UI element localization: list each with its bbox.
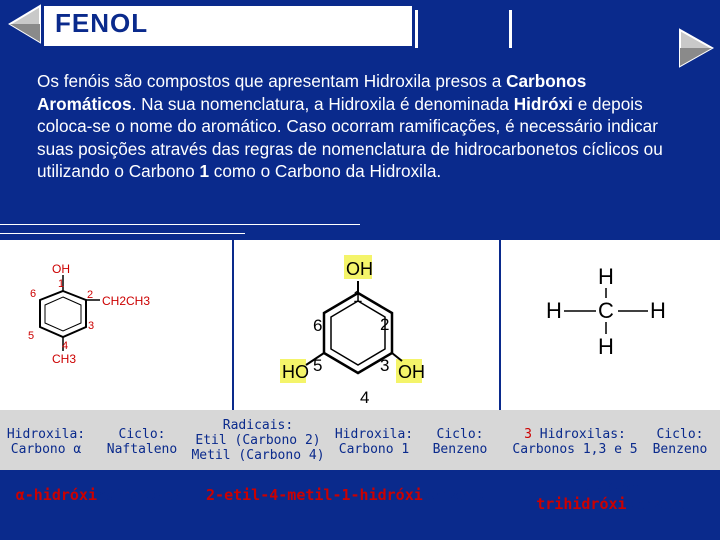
count: 3	[524, 427, 532, 442]
carbon-number: 1	[58, 278, 65, 290]
next-slide-icon[interactable]	[676, 26, 718, 70]
name-part: tri	[536, 495, 564, 513]
carbon-number: 6	[313, 316, 323, 335]
carbon-number: 6	[30, 288, 37, 300]
hydroxyl-label: HO	[282, 362, 309, 382]
panel1-ciclo	[102, 427, 182, 457]
value: Carbono α	[10, 442, 82, 457]
underline	[0, 233, 245, 234]
panel2-radicais	[190, 418, 326, 463]
label: Ciclo:	[656, 427, 704, 442]
intro-bold: Hidróxi	[513, 93, 573, 114]
previous-slide-icon[interactable]	[2, 2, 44, 46]
methyl-label: CH3	[52, 352, 77, 366]
intro-paragraph	[37, 70, 687, 183]
label: Hidroxila:	[334, 427, 414, 442]
value: Metil (Carbono 4)	[191, 448, 325, 463]
hydroxyl-label: OH	[398, 362, 425, 382]
label: Ciclo:	[436, 427, 484, 442]
compound-name	[198, 486, 494, 504]
hydroxyl-label: OH	[346, 259, 373, 279]
divider	[232, 240, 234, 410]
name-part: 2-etil-4-metil-1-hidróxi	[206, 486, 423, 504]
label: Hidroxila:	[6, 427, 86, 442]
intro-bold: 1	[199, 161, 209, 181]
intro-text: . Na sua nomenclatura, a Hidroxila é denominada	[131, 93, 514, 114]
panel2-ciclo	[422, 427, 498, 457]
carbon-number: 3	[88, 320, 95, 332]
name-part: benzeno	[626, 495, 690, 513]
value: Carbonos 1,3 e 5	[512, 442, 638, 457]
name-part	[520, 495, 706, 513]
intro-text: como o Carbono da Hidroxila.	[209, 161, 442, 181]
carbon-number: 1	[353, 287, 363, 306]
label: Ciclo:	[118, 427, 166, 442]
divider	[499, 240, 501, 410]
hydrogen-label: H	[598, 264, 614, 289]
panel2-hidroxila	[332, 427, 416, 457]
carbon-number: 3	[380, 356, 390, 375]
divider-bar	[415, 10, 418, 48]
underline	[0, 224, 360, 225]
ethyl-label: CH2CH3	[102, 294, 151, 308]
label	[506, 427, 644, 442]
panel3-hidroxilas	[506, 427, 644, 457]
name-part: 1,3,5-	[585, 477, 641, 495]
divider-bar	[509, 10, 512, 48]
structure-methane	[540, 262, 680, 362]
carbon-number: 2	[380, 315, 390, 334]
panel3-ciclo	[644, 427, 716, 457]
hydrogen-label: H	[546, 298, 562, 323]
intro-bold: Carbonos Aromáticos	[37, 71, 587, 114]
intro-text: Os fenóis são compostos que apresentam Hidroxila presos a	[37, 71, 507, 91]
value: Etil (Carbono 2)	[195, 433, 321, 448]
name-part: hidróxi	[563, 495, 627, 513]
structure-phloroglucinol	[280, 255, 440, 405]
carbon-number: 2	[87, 289, 94, 301]
panel1-hidroxila	[6, 427, 86, 457]
name-part: benzeno	[422, 486, 486, 504]
name-part: α-hidróxi	[15, 486, 97, 504]
compound-name	[520, 477, 706, 513]
carbon-number: 5	[313, 356, 323, 375]
page-title: FENOL	[55, 8, 149, 38]
carbon-number: 5	[28, 330, 35, 342]
value: Naftaleno	[106, 442, 178, 457]
title-bar	[0, 0, 720, 52]
value: Benzeno	[432, 442, 488, 457]
carbon-label: C	[598, 298, 614, 323]
label-text: Hidroxilas:	[531, 427, 626, 442]
compound-name	[4, 486, 190, 504]
hydroxyl-label: OH	[52, 262, 70, 276]
intro-text: e depois coloca-se o nome do aromático. Caso ocorram ramificações, é necessário indicar suas posições através das regras de nomenclatura de hidrocarbonetos cíclicos ou utilizando o Carbono	[37, 93, 663, 181]
structure-ethylmethyl-phenol	[20, 255, 220, 380]
name-part: naftaleno	[97, 486, 179, 504]
carbon-number: 4	[360, 388, 370, 405]
carbon-number: 4	[62, 340, 69, 352]
hydrogen-label: H	[650, 298, 666, 323]
value: Carbono 1	[338, 442, 410, 457]
label: Radicais:	[222, 418, 294, 433]
value: Benzeno	[652, 442, 708, 457]
hydrogen-label: H	[598, 334, 614, 359]
bottom-bar	[0, 520, 720, 540]
